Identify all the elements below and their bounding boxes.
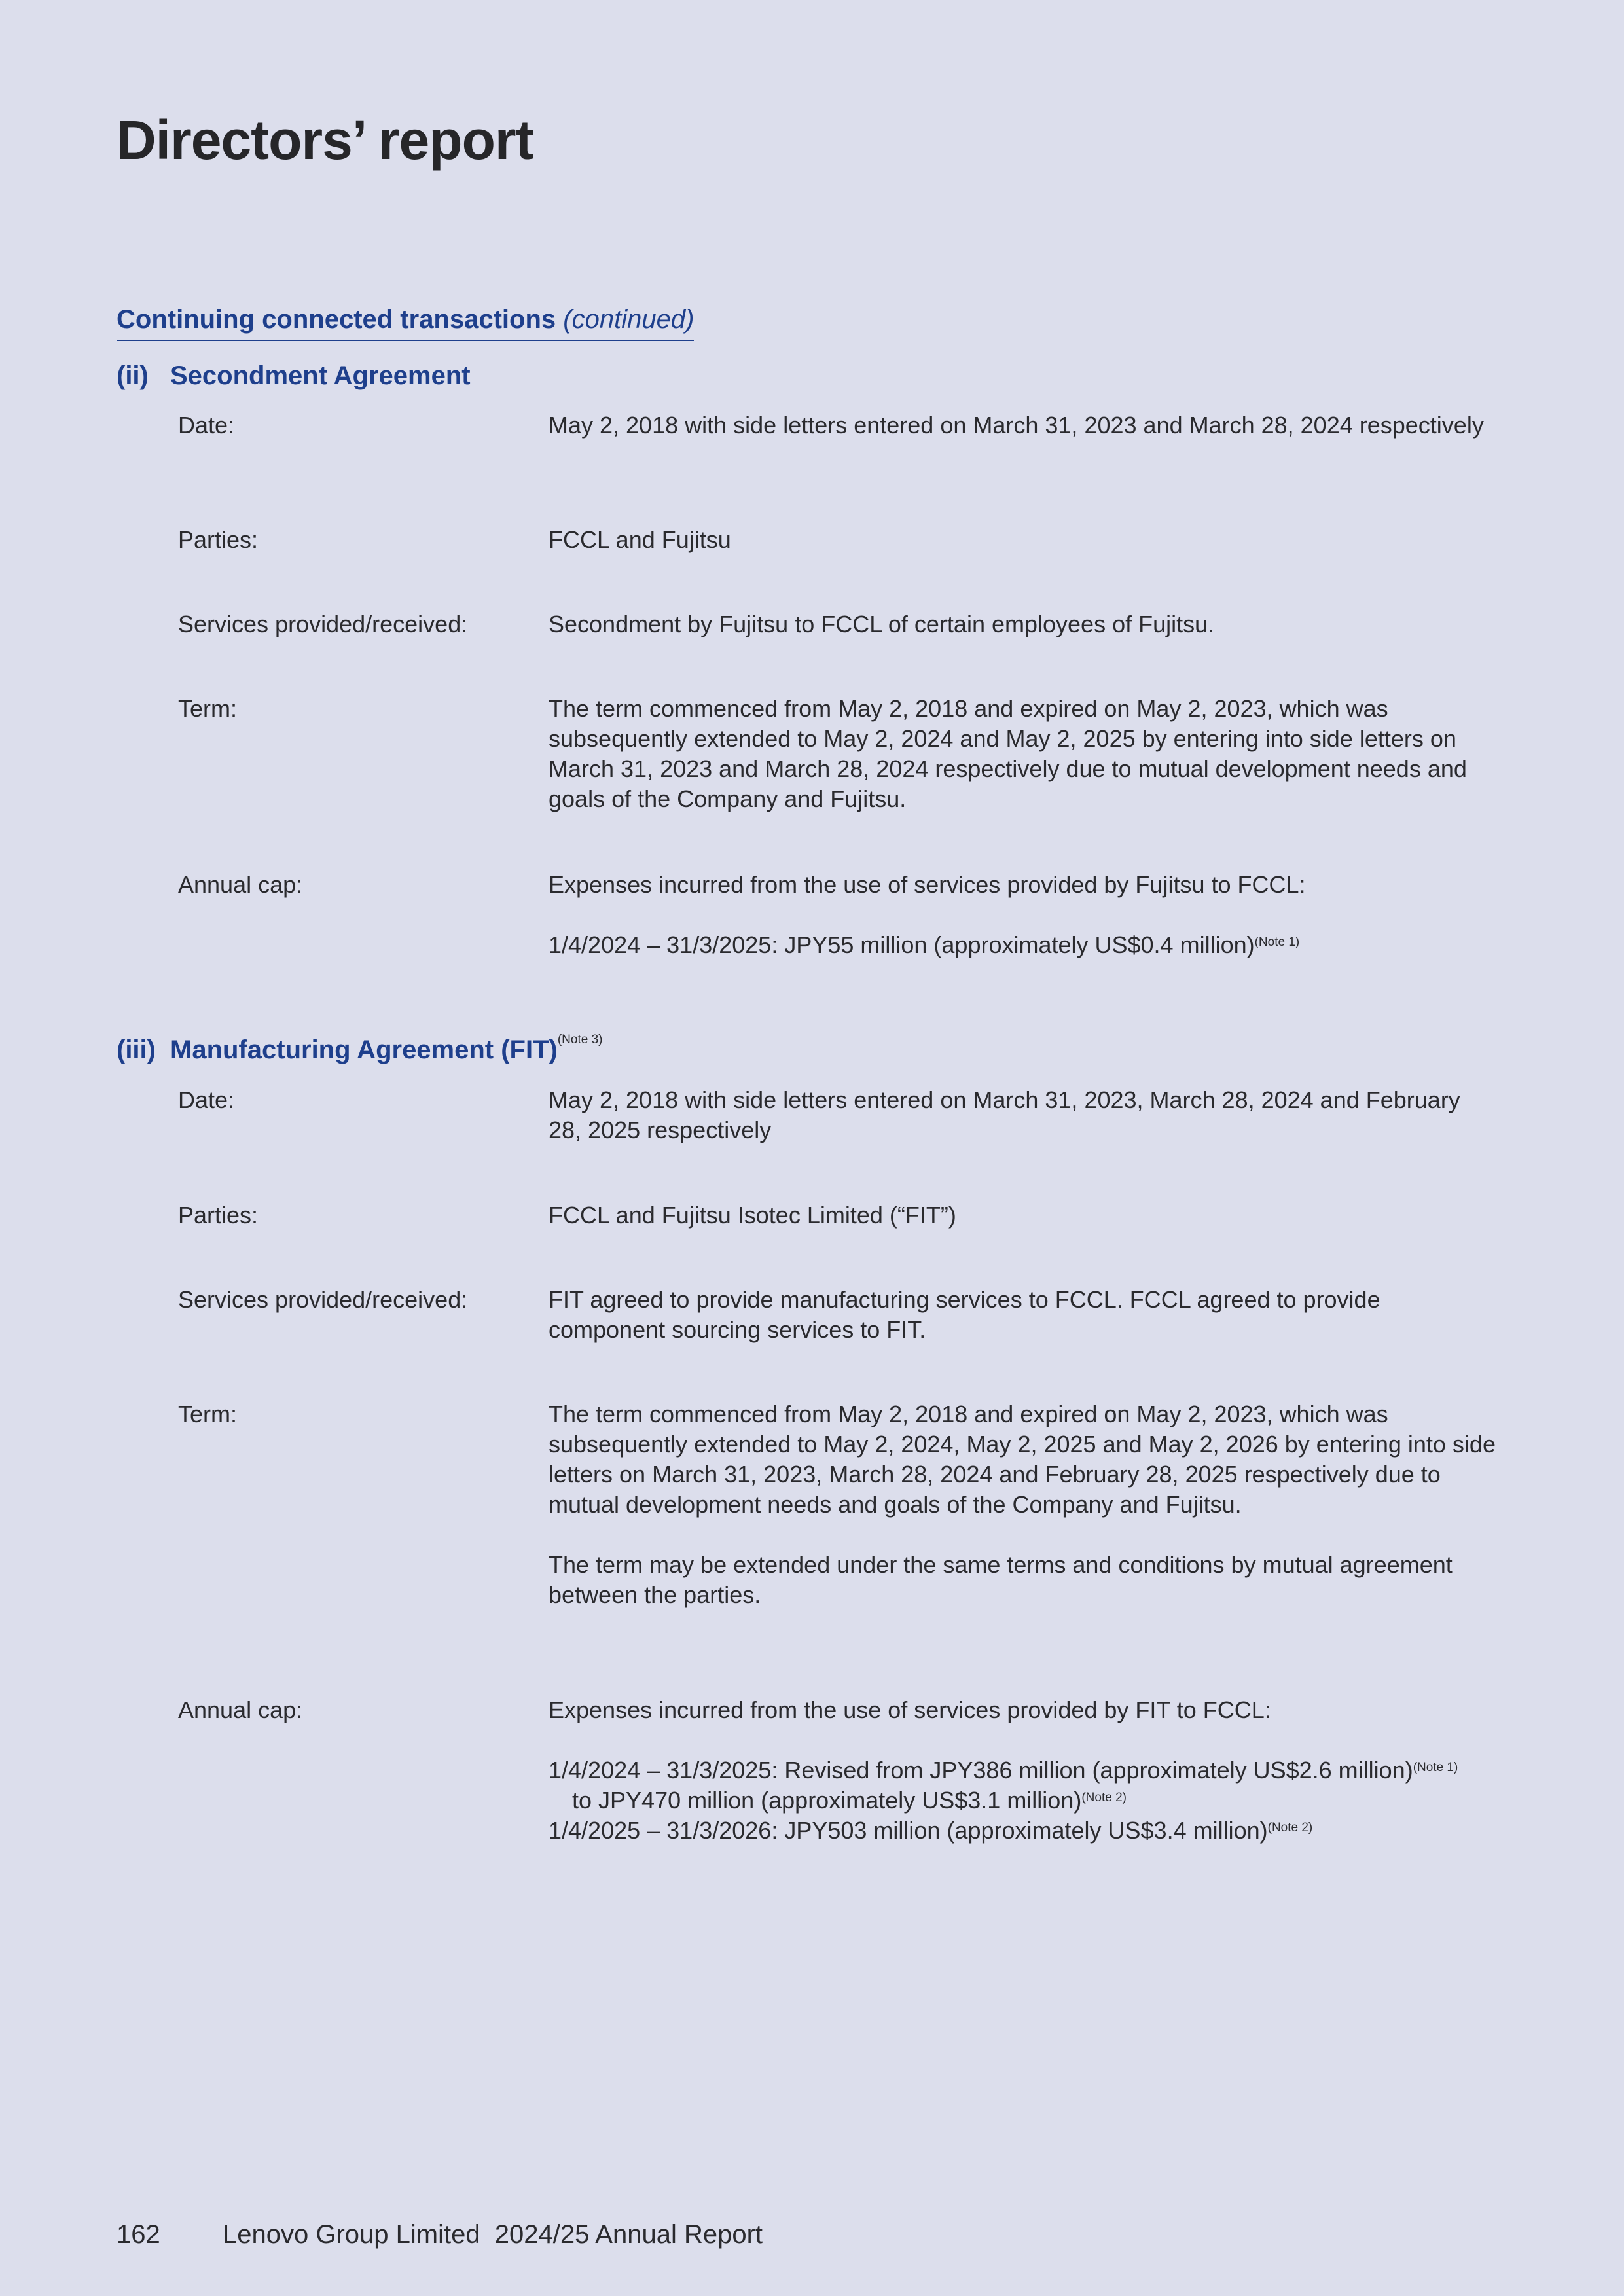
page-title: Directors’ report: [117, 109, 533, 171]
date-value: May 2, 2018 with side letters entered on March 31, 2023, March 28, 2024 and February 28, 2025 respectively: [549, 1086, 1460, 1143]
note-ref: (Note 2): [1081, 1791, 1127, 1804]
note-ref: (Note 1): [1413, 1761, 1458, 1774]
manufacturing-title: Manufacturing Agreement (FIT): [170, 1035, 558, 1064]
services-value: FIT agreed to provide manufacturing services to FCCL. FCCL agreed to provide component sourcing services to FIT.: [549, 1286, 1380, 1343]
annual-cap-label: Annual cap:: [178, 871, 303, 898]
term-extension-paragraph: The term may be extended under the same terms and conditions by mutual agreement between the parties.: [549, 1551, 1453, 1608]
term-label: Term:: [178, 695, 237, 722]
page-footer: [117, 2220, 763, 2250]
term-paragraph: The term commenced from May 2, 2018 and expired on May 2, 2023, which was subsequently extended to May 2, 2024, May 2, 2025 and May 2, 2026 by entering into side letters on March 31, 2023, March 28, 2024 and February 28, 2025 respectively due to mutual development needs and goals of the Company and Fujitsu.: [549, 1401, 1496, 1518]
note-ref: (Note 1): [1254, 935, 1300, 949]
annual-cap-line: 1/4/2024 – 31/3/2025: Revised from JPY386 million (approximately US$2.6 million): [549, 1757, 1413, 1784]
parties-value: FCCL and Fujitsu: [549, 526, 731, 553]
annual-cap-line: 1/4/2025 – 31/3/2026: JPY503 million (approximately US$3.4 million): [549, 1817, 1268, 1844]
services-value: Secondment by Fujitsu to FCCL of certain employees of Fujitsu.: [549, 611, 1215, 637]
secondment-heading: [117, 361, 471, 391]
secondment-title: Secondment Agreement: [170, 361, 471, 390]
section-heading-text: Continuing connected transactions: [117, 305, 556, 334]
manufacturing-heading: [117, 1035, 603, 1065]
date-label: Date:: [178, 1086, 235, 1113]
note-ref: (Note 3): [557, 1033, 603, 1047]
services-label: Services provided/received:: [178, 611, 468, 637]
annual-cap-intro: Expenses incurred from the use of services provided by Fujitsu to FCCL:: [549, 871, 1306, 898]
annual-cap-line: 1/4/2024 – 31/3/2025: JPY55 million (approximately US$0.4 million)$^{(Note 1)}$: [549, 931, 1300, 958]
manufacturing-number: (iii): [117, 1035, 156, 1064]
note-ref: (Note 2): [1267, 1821, 1313, 1835]
annual-cap-line-revised: to JPY470 million (approximately US$3.1 million): [572, 1787, 1082, 1814]
annual-cap-label: Annual cap:: [178, 1696, 303, 1723]
annual-cap-intro: Expenses incurred from the use of services provided by FIT to FCCL:: [549, 1696, 1271, 1723]
annual-cap-value: [549, 870, 1498, 960]
page-number: 162: [117, 2220, 160, 2249]
term-value: [549, 1399, 1498, 1610]
annual-cap-lines: [549, 1755, 1498, 1846]
parties-label: Parties:: [178, 526, 259, 553]
parties-value: FCCL and Fujitsu Isotec Limited (“FIT”): [549, 1202, 956, 1229]
term-label: Term:: [178, 1401, 237, 1427]
secondment-number: (ii): [117, 361, 149, 390]
parties-label: Parties:: [178, 1202, 259, 1229]
date-label: Date:: [178, 412, 235, 439]
section-heading: [117, 305, 694, 341]
section-heading-continued: (continued): [563, 305, 695, 334]
footer-text: Lenovo Group Limited 2024/25 Annual Report: [223, 2220, 763, 2249]
services-label: Services provided/received:: [178, 1286, 468, 1313]
date-value: May 2, 2018 with side letters entered on March 31, 2023 and March 28, 2024 respectively: [549, 412, 1484, 439]
term-value: The term commenced from May 2, 2018 and expired on May 2, 2023, which was subsequently extended to May 2, 2024 and May 2, 2025 by entering into side letters on March 31, 2023 and March 28, 2024 respectively due to mutual development needs and goals of the Company and Fujitsu.: [549, 695, 1467, 812]
annual-cap-value: [549, 1695, 1498, 1846]
